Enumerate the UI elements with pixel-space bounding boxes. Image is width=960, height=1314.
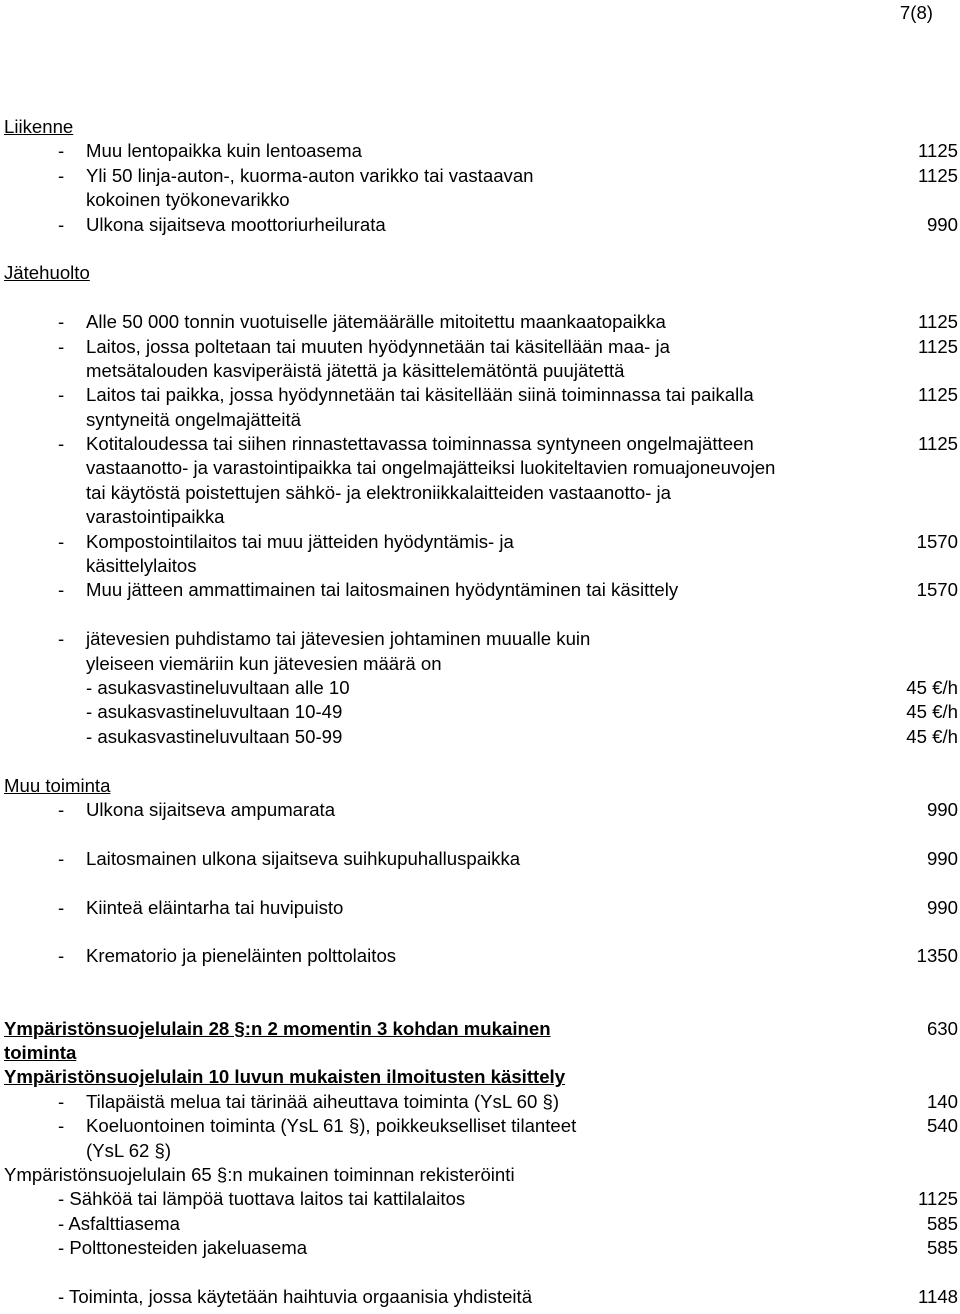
list-item-text: Laitosmainen ulkona sijaitseva suihkupuhalluspaikka xyxy=(86,847,521,869)
list-item-text: (YsL 62 §) xyxy=(86,1139,172,1161)
section-heading-ysl28 xyxy=(4,1017,958,1041)
list-item-continuation xyxy=(4,1139,958,1163)
list-item-text: Alle 50 000 tonnin vuotuiselle jätemäärälle mitoitettu maankaatopaikka xyxy=(86,311,666,333)
sub-item-label: - asukasvastineluvultaan 10-49 xyxy=(86,701,343,723)
list-item-text: - Polttonesteiden jakeluasema xyxy=(58,1237,308,1259)
list-item-value: 990 xyxy=(926,847,958,869)
list-item xyxy=(4,944,958,968)
list-item-value: 1125 xyxy=(918,164,958,186)
list-item-value: 140 xyxy=(926,1090,958,1112)
list-item xyxy=(4,896,958,920)
section-heading-text: Ympäristönsuojelulain 65 §:n mukainen toiminnan rekisteröinti xyxy=(4,1164,515,1186)
section-heading-text: Jätehuolto xyxy=(4,262,90,284)
list-item-value: 1125 xyxy=(918,384,958,406)
section-heading-liikenne xyxy=(4,115,958,139)
list-item-text: - Asfalttiasema xyxy=(58,1212,180,1234)
list-item-text: Muu lentopaikka kuin lentoasema xyxy=(86,140,362,162)
section-heading-continuation xyxy=(4,1041,958,1065)
list-item xyxy=(4,213,958,237)
list-item xyxy=(4,798,958,822)
list-item-text: Kompostointilaitos tai muu jätteiden hyödyntämis- ja xyxy=(86,530,514,552)
list-item-text: Laitos, jossa poltetaan tai muuten hyödynnetään tai käsitellään maa- ja xyxy=(86,335,671,357)
sub-item-value: 45 €/h xyxy=(906,701,958,723)
list-item xyxy=(4,1236,958,1260)
list-item-text: Koeluontoinen toiminta (YsL 61 §), poikkeukselliset tilanteet xyxy=(86,1115,577,1137)
list-item-value: 1570 xyxy=(916,530,958,552)
list-item-value: 585 xyxy=(926,1237,958,1259)
section-heading-text: Liikenne xyxy=(4,116,74,137)
list-item xyxy=(4,1090,958,1114)
list-item xyxy=(4,383,958,407)
list-item-text: Krematorio ja pieneläinten polttolaitos xyxy=(86,945,397,967)
list-item-continuation xyxy=(4,652,958,676)
list-dash: - xyxy=(58,530,65,552)
list-item-text: kokoinen työkonevarikko xyxy=(86,189,290,211)
list-item xyxy=(4,432,958,456)
list-item-text: Ulkona sijaitseva moottoriurheilurata xyxy=(86,213,386,235)
list-dash: - xyxy=(58,798,65,820)
list-dash: - xyxy=(58,140,65,162)
document-body xyxy=(4,115,958,1309)
sub-item-value: 45 €/h xyxy=(906,676,958,698)
list-item-value: 1125 xyxy=(918,433,958,455)
list-item xyxy=(4,1114,958,1138)
section-value: 630 xyxy=(926,1017,958,1039)
list-item-value: 1125 xyxy=(918,140,958,162)
sub-item xyxy=(4,700,958,724)
list-dash: - xyxy=(58,164,65,186)
list-item-text: syntyneitä ongelmajätteitä xyxy=(86,408,301,430)
list-item-value: 1125 xyxy=(918,1188,958,1210)
list-item-continuation xyxy=(4,408,958,432)
list-item-text: käsittelylaitos xyxy=(86,555,197,577)
list-dash: - xyxy=(58,335,65,357)
list-dash: - xyxy=(58,213,65,235)
list-item-text: Ulkona sijaitseva ampumarata xyxy=(86,798,336,820)
section-heading-text: Muu toiminta xyxy=(4,774,111,796)
section-heading-text: toiminta xyxy=(4,1042,77,1064)
sub-item xyxy=(4,676,958,700)
list-dash: - xyxy=(58,311,65,333)
list-item xyxy=(4,578,958,602)
list-dash: - xyxy=(58,628,65,650)
list-item-text: tai käytöstä poistettujen sähkö- ja elektroniikkalaitteiden vastaanotto- ja xyxy=(86,481,672,503)
list-item xyxy=(4,1285,958,1309)
list-item-continuation xyxy=(4,505,958,529)
list-item-value: 990 xyxy=(926,798,958,820)
list-item xyxy=(4,847,958,871)
list-item xyxy=(4,627,958,651)
list-item-text: Tilapäistä melua tai tärinää aiheuttava toiminta (YsL 60 §) xyxy=(86,1090,560,1112)
list-item-text: Yli 50 linja-auton-, kuorma-auton varikko tai vastaavan xyxy=(86,164,534,186)
list-item-text: varastointipaikka xyxy=(86,506,225,528)
list-item xyxy=(4,1212,958,1236)
list-item-continuation xyxy=(4,456,958,480)
list-item xyxy=(4,530,958,554)
list-item-value: 1125 xyxy=(918,311,958,333)
list-item-text: yleiseen viemäriin kun jätevesien määrä on xyxy=(86,652,442,674)
list-item xyxy=(4,310,958,334)
list-item-continuation xyxy=(4,481,958,505)
section-heading-jatehuolto xyxy=(4,261,958,285)
list-dash: - xyxy=(58,579,65,601)
list-item-continuation xyxy=(4,554,958,578)
list-item-value: 1350 xyxy=(916,945,958,967)
list-item-text: metsätalouden kasviperäistä jätettä ja käsittelemätöntä puujätettä xyxy=(86,359,625,381)
sub-item-value: 45 €/h xyxy=(906,725,958,747)
list-dash: - xyxy=(58,896,65,918)
list-item-text: Kiinteä eläintarha tai huvipuisto xyxy=(86,896,344,918)
list-item xyxy=(4,164,958,188)
list-item-text: - Sähköä tai lämpöä tuottava laitos tai kattilalaitos xyxy=(58,1188,466,1210)
section-heading-ysl10 xyxy=(4,1065,958,1089)
list-item-value: 1125 xyxy=(918,335,958,357)
list-item-text: jätevesien puhdistamo tai jätevesien johtaminen muualle kuin xyxy=(86,628,591,650)
list-item-continuation xyxy=(4,188,958,212)
section-heading-ysl65 xyxy=(4,1163,958,1187)
list-item-value: 1148 xyxy=(918,1285,958,1307)
list-item-value: 990 xyxy=(926,896,958,918)
list-dash: - xyxy=(58,945,65,967)
list-item-value: 585 xyxy=(926,1212,958,1234)
list-item-text: Muu jätteen ammattimainen tai laitosmainen hyödyntäminen tai käsittely xyxy=(86,579,679,601)
list-dash: - xyxy=(58,1090,65,1112)
list-item xyxy=(4,1187,958,1211)
list-item xyxy=(4,139,958,163)
list-item-text: Laitos tai paikka, jossa hyödynnetään tai käsitellään siinä toiminnassa tai paikalla xyxy=(86,384,754,406)
section-heading-muu-toiminta xyxy=(4,774,958,798)
sub-item-label: - asukasvastineluvultaan 50-99 xyxy=(86,725,343,747)
section-heading-text: Ympäristönsuojelulain 10 luvun mukaisten ilmoitusten käsittely xyxy=(4,1066,566,1088)
list-dash: - xyxy=(58,847,65,869)
sub-item-label: - asukasvastineluvultaan alle 10 xyxy=(86,676,350,698)
sub-item xyxy=(4,725,958,749)
list-dash: - xyxy=(58,384,65,406)
section-heading-text: Ympäristönsuojelulain 28 §:n 2 momentin 3 kohdan mukainen xyxy=(4,1017,551,1039)
list-dash: - xyxy=(58,433,65,455)
list-item-value: 990 xyxy=(926,213,958,235)
list-item-text: vastaanotto- ja varastointipaikka tai ongelmajätteiksi luokiteltavien romuajoneuvojen xyxy=(86,457,776,479)
page-number: 7(8) xyxy=(899,2,933,23)
list-item-continuation xyxy=(4,359,958,383)
list-item-value: 1570 xyxy=(916,579,958,601)
list-item xyxy=(4,335,958,359)
list-dash: - xyxy=(58,1115,65,1137)
list-item-text: Kotitaloudessa tai siihen rinnastettavassa toiminnassa syntyneen ongelmajätteen xyxy=(86,433,754,455)
list-item-text: - Toiminta, jossa käytetään haihtuvia orgaanisia yhdisteitä xyxy=(58,1285,533,1307)
list-item-value: 540 xyxy=(926,1115,958,1137)
